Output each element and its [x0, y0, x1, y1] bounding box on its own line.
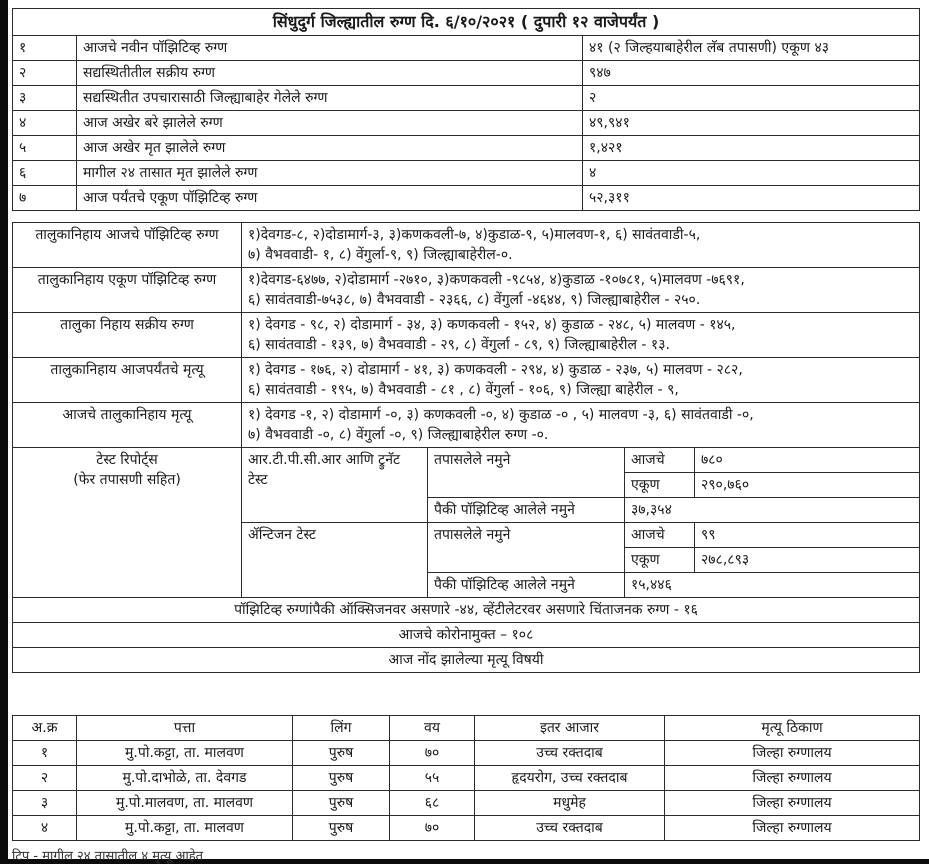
cell-address: मु.पो.मालवण, ता. मालवण [77, 791, 293, 816]
rtpcr-today-label: आजचे [625, 448, 695, 473]
cell-age: ६८ [390, 791, 475, 816]
recovered-row [13, 623, 920, 648]
row-number: १ [13, 36, 77, 61]
antigen-tested-label: तपासलेले नमुने [428, 523, 625, 573]
row-value: ९४७ [583, 61, 920, 86]
cell-death-place: जिल्हा रुग्णालय [665, 816, 920, 841]
deaths-header-row [13, 716, 920, 741]
summary-row [13, 186, 920, 211]
taluka-row [13, 403, 920, 448]
cell-gender: पुरुष [293, 791, 390, 816]
antigen-today-label: आजचे [625, 523, 695, 548]
taluka-values-line: ६) सावंतवाडी-७५३८, ७) वैभववाडी - २३६६, ८) वेंगुर्ला -४६४४, ९) जिल्ह्याबाहेरील - २५०. [248, 292, 701, 308]
cell-comorbidity: उच्च रक्तदाब [475, 741, 665, 766]
taluka-row [13, 223, 920, 268]
row-label: आज अखेर मृत झालेले रुग्ण [77, 136, 583, 161]
header-serial: अ.क्र [13, 716, 77, 741]
cell-comorbidity: हृदयरोग, उच्च रक्तदाब [475, 766, 665, 791]
taluka-row-label: तालुका निहाय सक्रीय रुग्ण [13, 313, 242, 358]
document-page [8, 0, 929, 864]
deaths-heading-row [13, 648, 920, 673]
cell-address: मु.पो.कट्टा, ता. मालवण [77, 741, 293, 766]
row-label: आजचे नवीन पॉझिटिव्ह रुग्ण [77, 36, 583, 61]
test-reports-subtitle: (फेर तपासणी सहित) [73, 472, 181, 488]
row-number: ३ [13, 86, 77, 111]
row-number: ६ [13, 161, 77, 186]
taluka-values-line: ७) वैभववाडी- १, ८) वेंगुर्ला-९, ९) जिल्ह्याबाहेरील-०. [248, 247, 513, 263]
cell-address: मु.पो.कट्टा, ता. मालवण [77, 816, 293, 841]
taluka-row-values [242, 223, 920, 268]
footnote: टिप - मागील २४ तासातील ४ मृत्यू आहेत [12, 849, 204, 864]
row-value: ४९,९४१ [583, 111, 920, 136]
taluka-row [13, 268, 920, 313]
cell-death-place: जिल्हा रुग्णालय [665, 791, 920, 816]
row-number: २ [13, 61, 77, 86]
taluka-values-line: ६) सावंतवाडी - १३९, ७) वैभववाडी - २९, ८) वेंगुर्ला - ८९, ९) जिल्ह्याबाहेरील - १३. [248, 337, 670, 353]
rtpcr-today-value: ७८० [695, 448, 920, 473]
taluka-values-line: १) देवगड -१, २) दोडामार्ग -०, ३) कणकवली -०, ४) कुडाळ -० , ५) मालवण -३, ६) सावंतवाडी -०, [248, 407, 754, 423]
oxygen-ventilator-summary: पॉझिटिव्ह रुग्णांपैकी ऑक्सिजनवर असणारे -४४, व्हेंटीलेटरवर असणारे चिंताजनक रुग्ण - १६ [13, 598, 920, 623]
summary-row [13, 136, 920, 161]
cell-age: ७० [390, 816, 475, 841]
title-row [13, 9, 920, 36]
rtpcr-positive-value: ३७,३५४ [625, 498, 920, 523]
document-title: सिंधुदुर्ग जिल्ह्यातील रुग्ण दि. ६/१०/२०२१ ( दुपारी १२ वाजेपर्यंत ) [13, 9, 920, 36]
cell-death-place: जिल्हा रुग्णालय [665, 766, 920, 791]
row-label: मागील २४ तासात मृत झालेले रुग्ण [77, 161, 583, 186]
rtpcr-positive-label: पैकी पॉझिटिव्ह आलेले नमुने [428, 498, 625, 523]
antigen-total-value: २७८,८९३ [695, 548, 920, 573]
taluka-row-label: तालुकानिहाय आजपर्यंतचे मृत्यू [13, 358, 242, 403]
deaths-table [12, 715, 920, 841]
summary-row [13, 111, 920, 136]
rtpcr-test-name: आर.टी.पी.सी.आर आणि ट्रुनॅट टेस्ट [242, 448, 428, 523]
summary-row [13, 61, 920, 86]
taluka-values-line: १) देवगड - ९८, २) दोडामार्ग - ३४, ३) कणकवली - १५२, ४) कुडाळ - २४८, ५) मालवण - १४५, [248, 317, 736, 333]
rtpcr-total-value: २९०,७६० [695, 473, 920, 498]
cell-gender: पुरुष [293, 766, 390, 791]
row-value: २ [583, 86, 920, 111]
summary-row [13, 86, 920, 111]
cell-comorbidity: मधुमेह [475, 791, 665, 816]
cell-address: मु.पो.दाभोळे, ता. देवगड [77, 766, 293, 791]
taluka-values-line: १)देवगड-६४७७, २)दोडामार्ग -२७१०, ३)कणकवली -९८५४, ४)कुडाळ -१०७८१, ५)मालवण -७६९१, [248, 272, 745, 288]
row-value: १,४२१ [583, 136, 920, 161]
taluka-row-label: आजचे तालुकानिहाय मृत्यू [13, 403, 242, 448]
rtpcr-tested-label: तपासलेले नमुने [428, 448, 625, 498]
table-row [13, 741, 920, 766]
table-row [13, 766, 920, 791]
cell-age: ५५ [390, 766, 475, 791]
test-reports-label [13, 448, 242, 598]
oxygen-row [13, 598, 920, 623]
row-label: आज पर्यंतचे एकूण पॉझिटिव्ह रुग्ण [77, 186, 583, 211]
antigen-positive-value: १५,४४६ [625, 573, 920, 598]
antigen-positive-label: पैकी पॉझिटिव्ह आलेले नमुने [428, 573, 625, 598]
taluka-row-values [242, 403, 920, 448]
antigen-total-label: एकूण [625, 548, 695, 573]
cell-comorbidity: उच्च रक्तदाब [475, 816, 665, 841]
row-value: ४१ (२ जिल्हयाबाहेरील लॅब तपासणी) एकूण ४३ [583, 36, 920, 61]
header-address: पत्ता [77, 716, 293, 741]
taluka-values-line: ७) वैभववाडी -०, ८) वेंगुर्ला -०, ९) जिल्ह्याबाहेरील रुग्ण -०. [248, 427, 549, 443]
header-comorbidity: इतर आजार [475, 716, 665, 741]
row-number: ४ [13, 111, 77, 136]
cell-serial: ३ [13, 791, 77, 816]
header-death-place: मृत्यू ठिकाण [665, 716, 920, 741]
cell-gender: पुरुष [293, 741, 390, 766]
header-age: वय [390, 716, 475, 741]
taluka-row-values [242, 358, 920, 403]
summary-row [13, 161, 920, 186]
taluka-values-line: १)देवगड-८, २)दोडामार्ग-३, ३)कणकवली-७, ४)कुडाळ-९, ५)मालवण-१, ६) सावंतवाडी-५, [248, 227, 701, 243]
row-label: सद्यस्थितीतील सक्रीय रुग्ण [77, 61, 583, 86]
taluka-row-values [242, 313, 920, 358]
row-label: आज अखेर बरे झालेले रुग्ण [77, 111, 583, 136]
deaths-heading: आज नोंद झालेल्या मृत्यू विषयी [13, 648, 920, 673]
taluka-row-values [242, 268, 920, 313]
row-number: ७ [13, 186, 77, 211]
row-label: सद्यस्थितीत उपचारासाठी जिल्ह्याबाहेर गेलेले रुग्ण [77, 86, 583, 111]
cell-age: ७० [390, 741, 475, 766]
cell-serial: ४ [13, 816, 77, 841]
taluka-values-line: १) देवगड - १७६, २) दोडामार्ग - ४१, ३) कणकवली - २९४, ४) कुडाळ - २३७, ५) मालवण - २८२, [248, 362, 743, 378]
taluka-values-line: ६) सावंतवाडी - १९५, ७) वैभववाडी - ८१ , ८) वेंगुर्ला - १०६, ९) जिल्ह्या बाहेरील - ९, [248, 382, 679, 398]
recovered-today: आजचे कोरोनामुक्त – १०८ [13, 623, 920, 648]
taluka-row-label: तालुकानिहाय एकूण पॉझिटिव्ह रुग्ण [13, 268, 242, 313]
summary-row [13, 36, 920, 61]
header-gender: लिंग [293, 716, 390, 741]
table-row [13, 816, 920, 841]
taluka-and-tests-table [12, 222, 920, 673]
antigen-today-value: ९९ [695, 523, 920, 548]
cell-gender: पुरुष [293, 816, 390, 841]
cell-serial: २ [13, 766, 77, 791]
taluka-row [13, 313, 920, 358]
taluka-row-label: तालुकानिहाय आजचे पॉझिटिव्ह रुग्ण [13, 223, 242, 268]
cell-death-place: जिल्हा रुग्णालय [665, 741, 920, 766]
summary-table [12, 8, 920, 211]
test-reports-title: टेस्ट रिपोर्ट्स [96, 452, 158, 468]
antigen-test-name: ॲन्टिजन टेस्ट [242, 523, 428, 598]
cell-serial: १ [13, 741, 77, 766]
row-value: ४ [583, 161, 920, 186]
rtpcr-total-label: एकूण [625, 473, 695, 498]
rtpcr-today-row [13, 448, 920, 473]
taluka-row [13, 358, 920, 403]
row-number: ५ [13, 136, 77, 161]
row-value: ५२,३११ [583, 186, 920, 211]
table-row [13, 791, 920, 816]
